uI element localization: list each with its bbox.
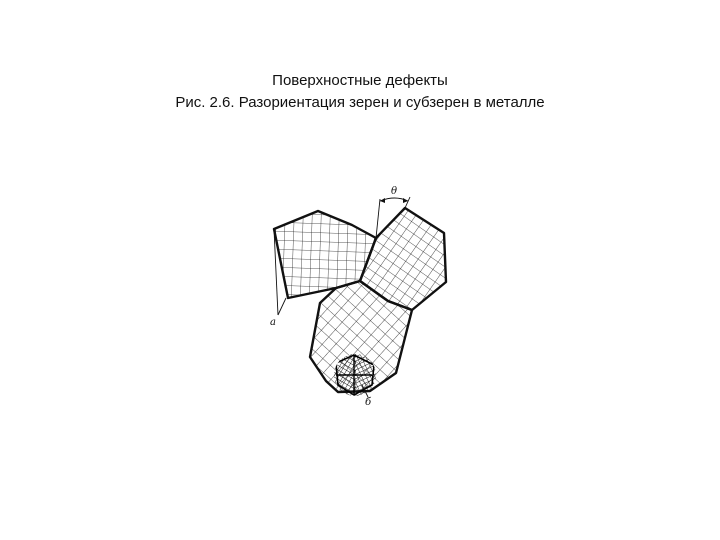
theta-label: θ	[391, 186, 398, 197]
slide-title	[0, 70, 720, 114]
figure-caption: Рис. 2.6. Разориентация зерен и субзерен в металле	[175, 94, 545, 111]
grain-misorientation-figure	[250, 185, 480, 410]
label-b: б	[365, 397, 372, 408]
grain-diagram-svg	[250, 185, 480, 410]
label-a: а	[270, 317, 276, 328]
title-line-1: Поверхностные дефекты	[272, 72, 448, 89]
